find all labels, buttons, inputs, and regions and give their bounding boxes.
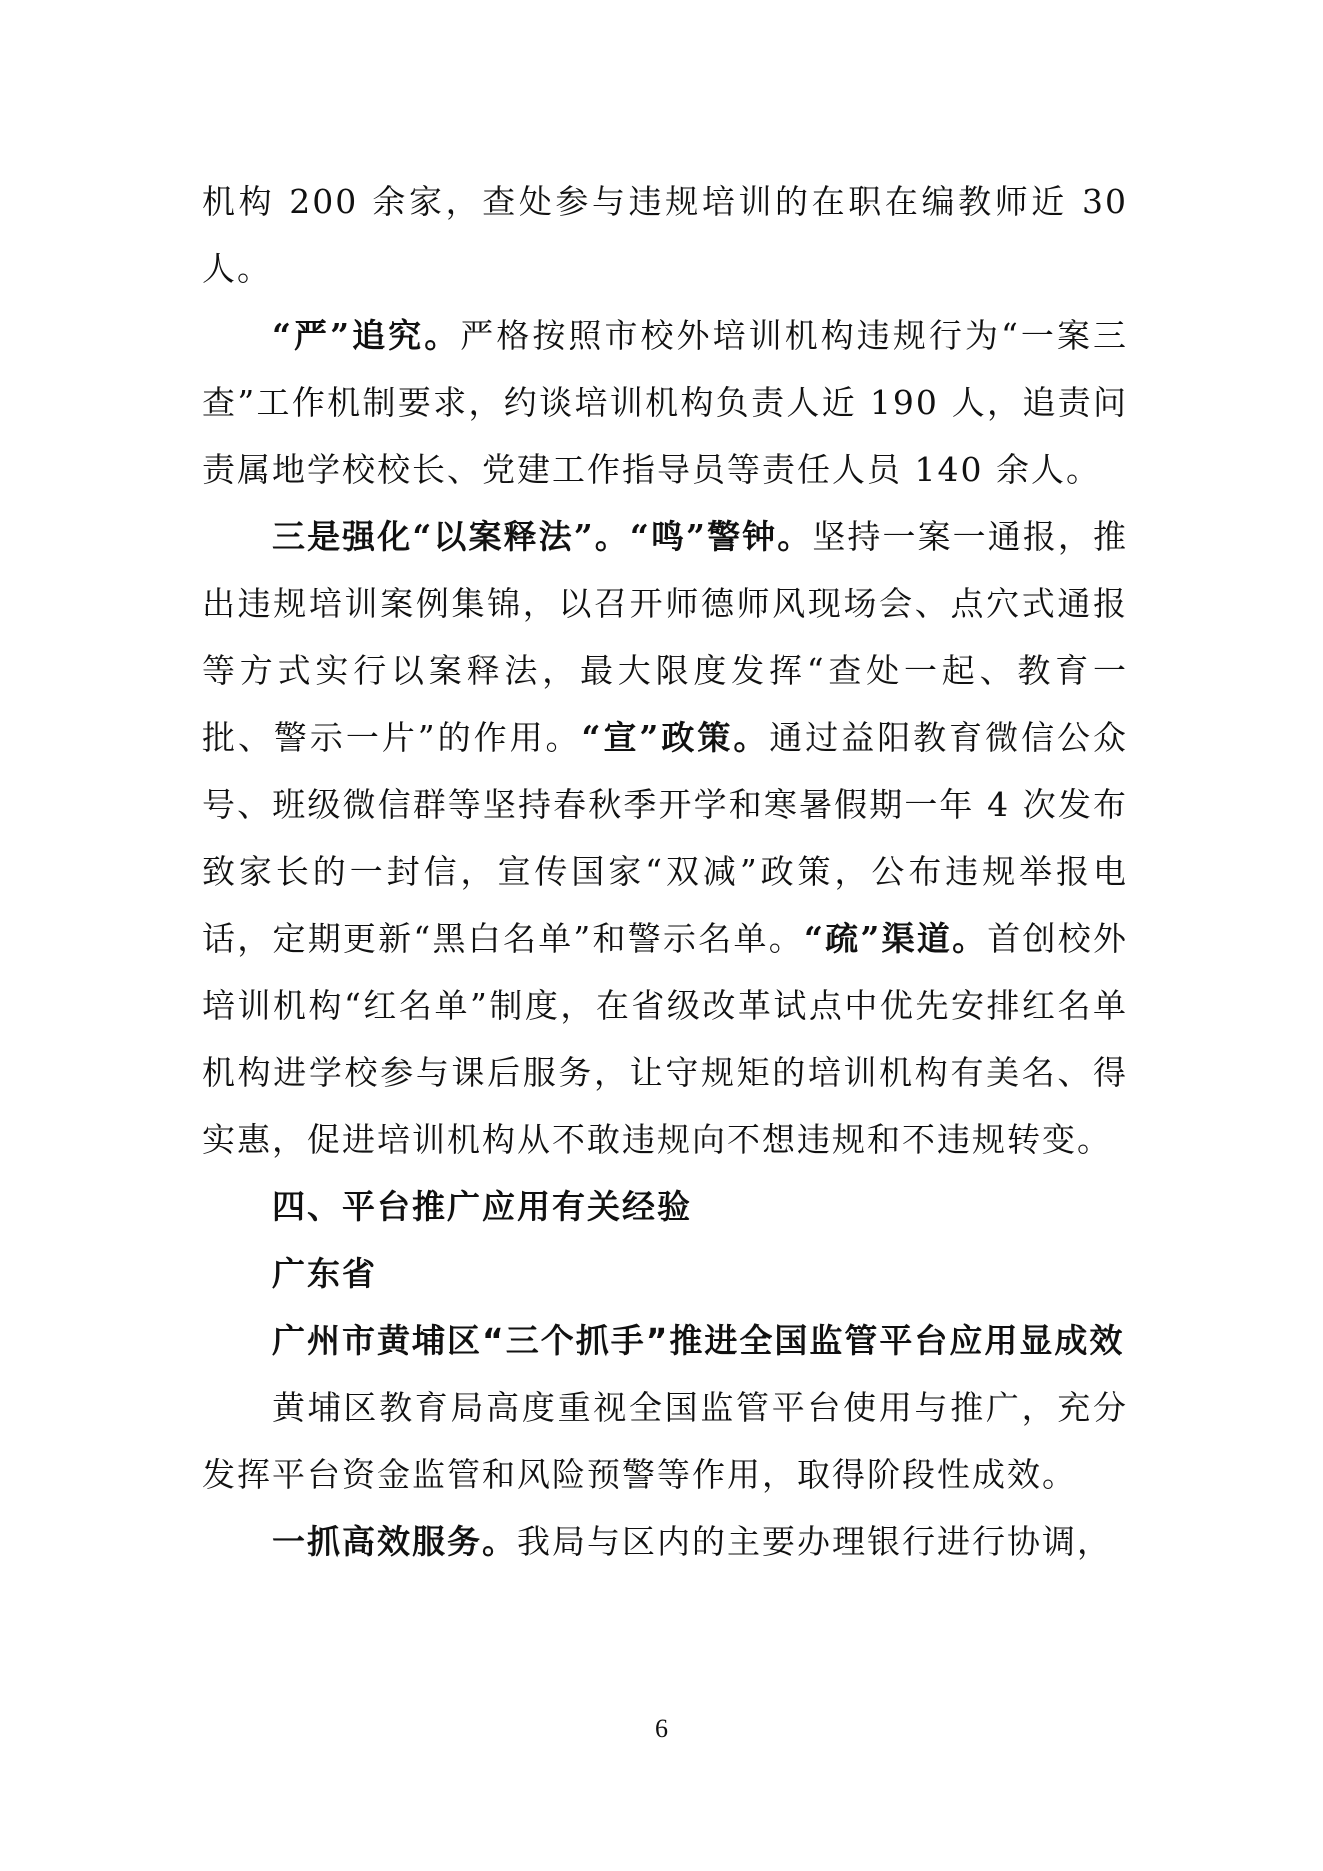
article-title: 广州市黄埔区“三个抓手”推进全国监管平台应用显成效 — [272, 1321, 1125, 1360]
bold-lead: “疏”渠道。 — [803, 919, 988, 958]
paragraph-service — [202, 1508, 1128, 1575]
paragraph-continued: 机构 200 余家，查处参与违规培训的在职在编教师近 30 人。 — [202, 182, 1128, 288]
paragraph-text: 首创校外培训机构“红名单”制度，在省级改革试点中优先安排红名单机构进学校参与课后服务，让守规矩的培训机构有美名、得实惠，促进培训机构从不敢违规向不想违规和不违规转变。 — [202, 919, 1128, 1159]
paragraph-accountability — [202, 302, 1128, 503]
paragraph-text: 坚持一案一通报，推出违规培训案例集锦，以召开师德师风现场会、点穴式通报等方式实行以案释法，最大限度发挥“查处一起、教育一批、警示一片”的作用。 — [202, 517, 1128, 757]
paragraph-intro: 黄埔区教育局高度重视全国监管平台使用与推广，充分发挥平台资金监管和风险预警等作用，取得阶段性成效。 — [202, 1388, 1128, 1494]
paragraph-text: 通过益阳教育微信公众号、班级微信群等坚持春秋季开学和寒暑假期一年 4 次发布致家长的一封信，宣传国家“双减”政策，公布违规举报电话，定期更新“黑白名单”和警示名单。 — [202, 718, 1129, 958]
bold-lead: 一抓高效服务。 — [272, 1522, 517, 1561]
paragraph-case-law — [202, 503, 1128, 1173]
bold-lead: “宣”政策。 — [581, 718, 770, 757]
paragraph-text: 我局与区内的主要办理银行进行协调， — [517, 1522, 1112, 1561]
page-number: 6 — [655, 1714, 668, 1743]
bold-lead: 三是强化“以案释法”。“鸣”警钟。 — [272, 517, 813, 556]
province-heading: 广东省 — [272, 1254, 377, 1293]
section-heading: 四、平台推广应用有关经验 — [272, 1187, 692, 1226]
paragraph-text: 严格按照市校外培训机构违规行为“一案三查”工作机制要求，约谈培训机构负责人近 190 人，追责问责属地学校校长、党建工作指导员等责任人员 140 余人。 — [202, 316, 1129, 489]
bold-lead: “严”追究。 — [272, 316, 461, 355]
page-content — [202, 168, 1128, 1575]
